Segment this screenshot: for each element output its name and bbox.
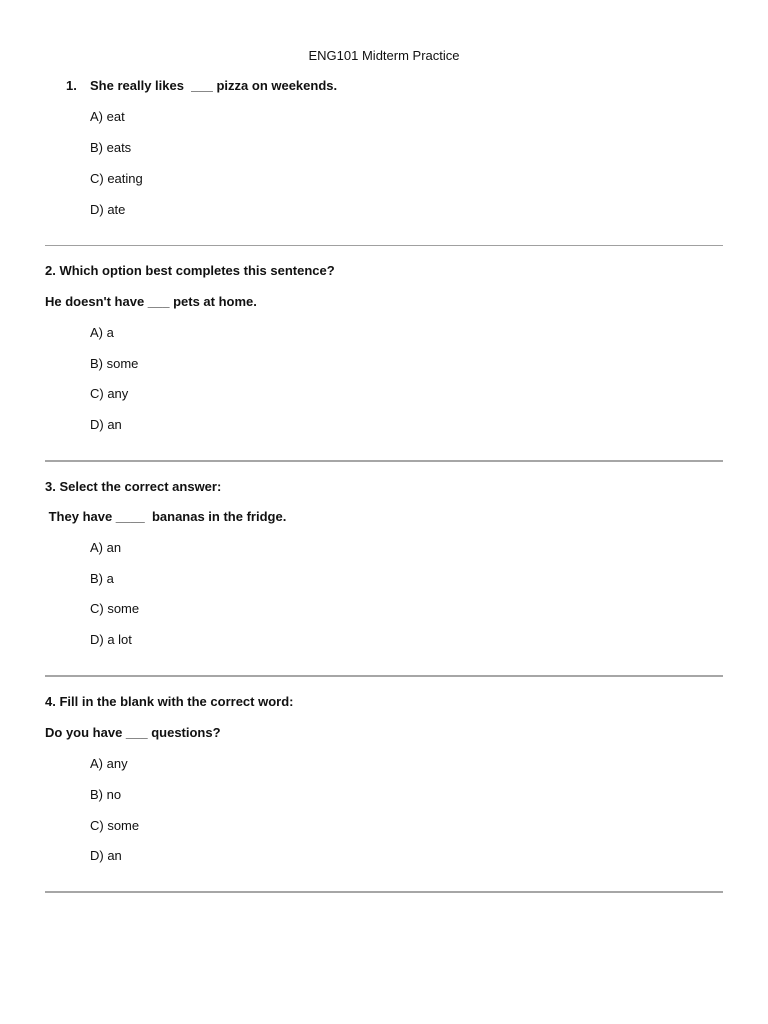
question-4-option-c: C) some [90, 818, 140, 833]
question-4-option-a: A) any [90, 756, 128, 771]
question-divider [45, 460, 723, 462]
question-1-option-a: A) eat [90, 109, 125, 124]
question-3-option-a: A) an [90, 540, 122, 555]
question-3-option-b: B) a [90, 571, 114, 586]
question-divider [45, 245, 723, 246]
question-2-prompt: 2. Which option best completes this sentence? [45, 263, 335, 278]
page-title: ENG101 Midterm Practice [308, 48, 460, 63]
question-2-option-c: C) any [90, 386, 129, 401]
question-4-stem: Do you have ___ questions? [45, 725, 221, 740]
question-4-prompt: 4. Fill in the blank with the correct word: [45, 694, 294, 709]
question-1-number: 1. [66, 78, 77, 93]
question-1-option-c: C) eating [90, 171, 143, 186]
question-3-stem: They have ____ bananas in the fridge. [45, 509, 287, 524]
question-1-option-d: D) ate [90, 202, 126, 217]
question-4-option-d: D) an [90, 848, 122, 863]
question-divider [45, 891, 723, 893]
question-3-option-d: D) a lot [90, 632, 132, 647]
question-3-prompt: 3. Select the correct answer: [45, 479, 222, 494]
question-divider [45, 675, 723, 677]
question-3-option-c: C) some [90, 601, 140, 616]
question-2-option-b: B) some [90, 356, 139, 371]
question-1-prompt [66, 78, 337, 94]
question-1-option-b: B) eats [90, 140, 132, 155]
question-2-option-d: D) an [90, 417, 122, 432]
question-1-text: She really likes ___ pizza on weekends. [90, 78, 338, 93]
question-2-stem: He doesn't have ___ pets at home. [45, 294, 257, 309]
question-2-option-a: A) a [90, 325, 114, 340]
question-4-option-b: B) no [90, 787, 122, 802]
